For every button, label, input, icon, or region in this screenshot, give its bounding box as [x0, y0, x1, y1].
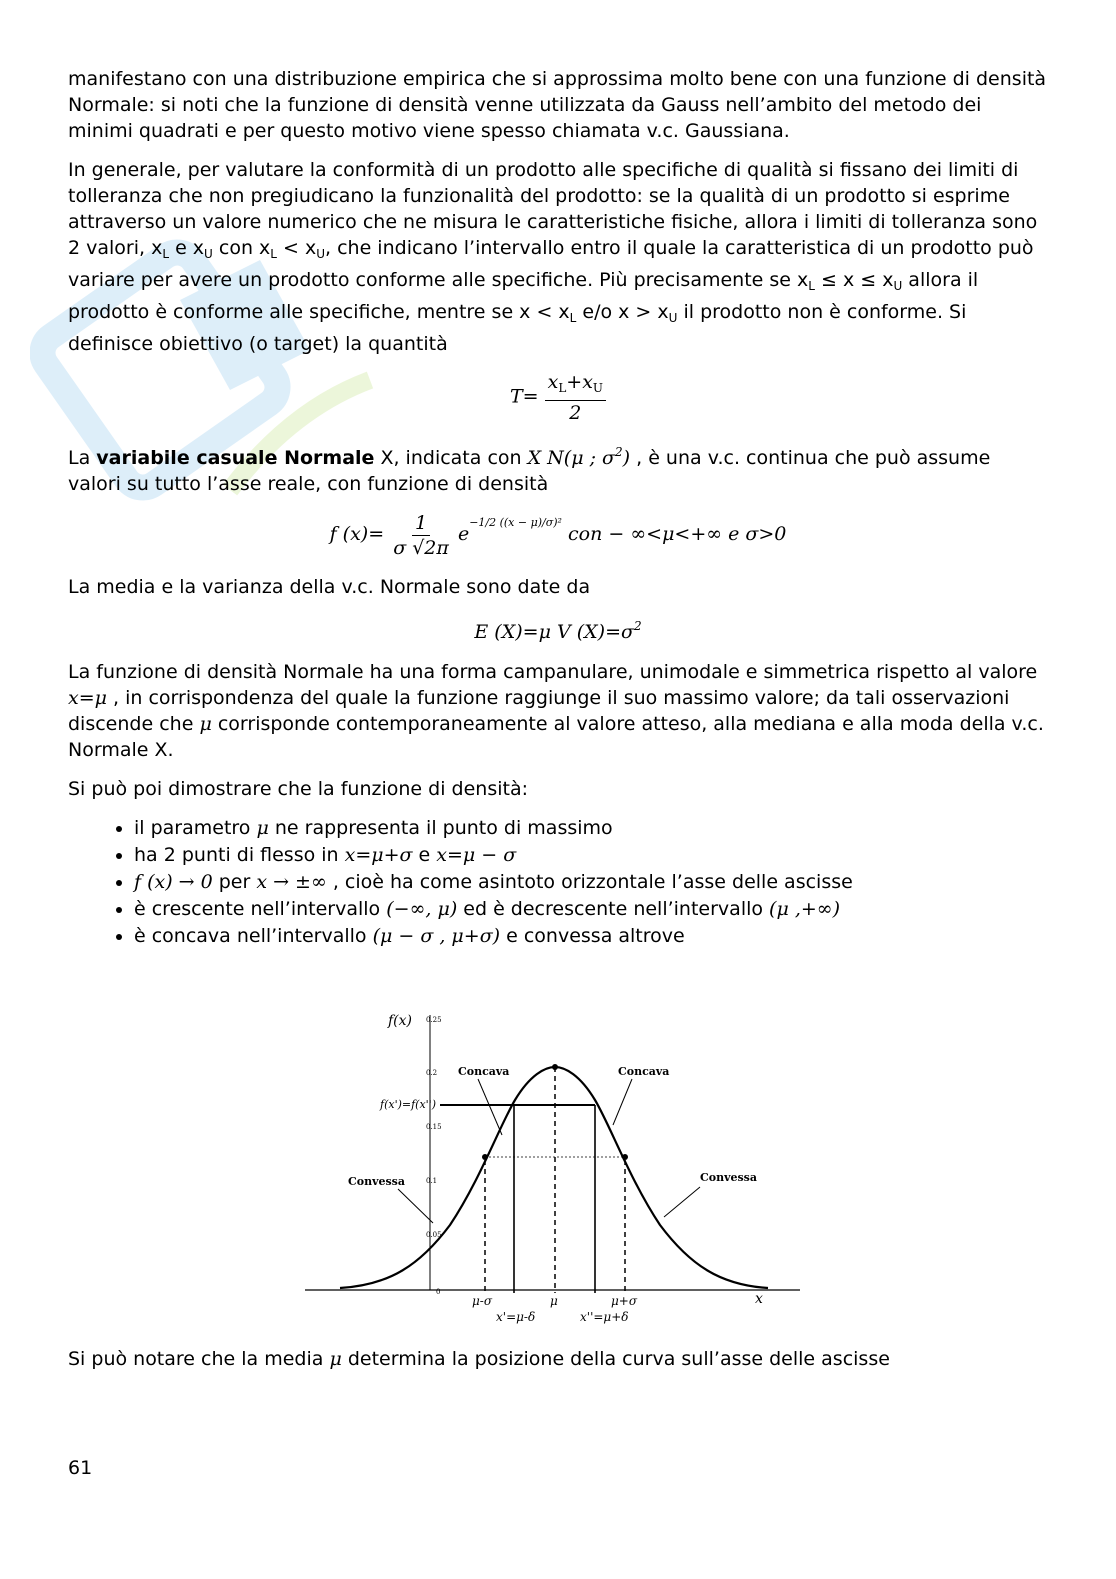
y-tick: 0.05: [426, 1231, 442, 1239]
paragraph-intro: manifestano con una distribuzione empirica che si approssima molto bene con una funzione di densità Normale: si noti che la funzione di densità venne utilizzata da Gauss nell’ambito del metodo dei minimi quadrati e per questo motivo viene spesso chiamata v.c. Gaussiana.: [68, 68, 1047, 142]
formula-density: f (x)= $\frac{1}{\sigma √2\pi}$ $e^{-1/2 ((x - \mu)/\sigma)^2}$ con − ∞<μ<+∞ e σ>0: [329, 511, 787, 559]
properties-list: [68, 815, 1048, 950]
inflection-point-right: [622, 1154, 628, 1160]
y-tick: 0.1: [426, 1177, 438, 1185]
paragraph-normal-definition: La variabile casuale Normale X, indicata con X N(μ ; $\sigma^2$) , è una v.c. continua che può assume valori su tutto l’asse reale, con funzione di densità: [68, 445, 991, 495]
list-item: • ha 2 punti di flesso in x=μ+σ e x=μ − σ: [134, 842, 1048, 869]
normal-notation: X N(μ ; $\sigma^2$): [527, 445, 631, 469]
x-prime-label: x'=μ-δ: [496, 1310, 536, 1324]
formula-expectation-variance: E (X)=μ V $(X)=\sigma^2$: [474, 618, 642, 643]
normal-curve-figure: [300, 1005, 810, 1335]
label-convessa-left: Convessa: [348, 1175, 405, 1188]
x-second-label: x''=μ+δ: [580, 1310, 629, 1324]
list-item: • è crescente nell’intervallo (−∞, μ) ed è decrescente nell’intervallo (μ ,+∞): [134, 896, 1048, 923]
x-tick: μ: [550, 1294, 558, 1308]
arrow: [478, 1079, 502, 1135]
x-axis-label: x: [755, 1291, 763, 1307]
y-axis-label: f(x): [388, 1013, 413, 1029]
label-concava-left: Concava: [458, 1065, 510, 1078]
page-number: 61: [68, 1457, 93, 1479]
x-tick: μ-σ: [472, 1294, 493, 1308]
y-tick: 0.25: [426, 1016, 442, 1024]
inflection-point-left: [482, 1154, 488, 1160]
y-tick: 0.15: [426, 1123, 442, 1131]
paragraph-mean-position: Si può notare che la media μ determina la posizione della curva sull’asse delle ascisse: [68, 1348, 890, 1370]
paragraph-tolerance: In generale, per valutare la conformità di un prodotto alle specifiche di qualità si fissano dei limiti di tolleranza che non pregiudicano la funzionalità del prodotto: se la qualità di un prodotto si esprime attraverso un valore numerico che ne misura le caratteristiche fisiche, allora i limiti di tolleranza sono 2 valori, $x_L$ e $x_U$ con $x_L < x_U$, che indicano l’intervallo entro il quale la caratteristica di un prodotto può variare per avere un prodotto conforme alle specifiche. Più precisamente se $x_L \le x \le x_U$ allora il prodotto è conforme alle specifiche, mentre se $x < x_L$ e/o $x > x_U$ il prodotto non è conforme. Si definisce obiettivo (o target) la quantità: [68, 159, 1038, 355]
paragraph-properties-intro: Si può poi dimostrare che la funzione di densità:: [68, 777, 528, 800]
list-item: • il parametro μ ne rappresenta il punto di massimo: [134, 815, 1048, 842]
paragraph-mean-variance: La media e la varianza della v.c. Normale sono date da: [68, 575, 591, 598]
arrow: [664, 1187, 700, 1217]
formula-target: T= $\frac{x_L+x_U}{2}$: [68, 370, 1048, 425]
level-label: f(x')=f(x''): [380, 1098, 437, 1111]
y-tick: 0.2: [426, 1069, 438, 1077]
maximum-point: [552, 1064, 558, 1070]
page-content: [68, 66, 1048, 964]
arrow: [398, 1189, 433, 1223]
label-convessa-right: Convessa: [700, 1171, 757, 1184]
x-tick: μ+σ: [611, 1294, 638, 1308]
bold-term: variabile casuale Normale: [96, 447, 375, 469]
paragraph-shape: La funzione di densità Normale ha una forma campanulare, unimodale e simmetrica rispetto al valore x=μ , in corrispondenza del quale la funzione raggiunge il suo massimo valore; da tali osservazioni discende che μ corrisponde contemporaneamente al valore atteso, alla mediana e alla moda della v.c. Normale X.: [68, 660, 1044, 761]
list-item: • f (x) → 0 per x → ±∞ , cioè ha come asintoto orizzontale l’asse delle ascisse: [134, 869, 1048, 896]
arrow: [613, 1079, 632, 1125]
list-item: • è concava nell’intervallo (μ − σ , μ+σ) e convessa altrove: [134, 923, 1048, 950]
label-concava-right: Concava: [618, 1065, 670, 1078]
y-tick: 0: [436, 1288, 441, 1296]
